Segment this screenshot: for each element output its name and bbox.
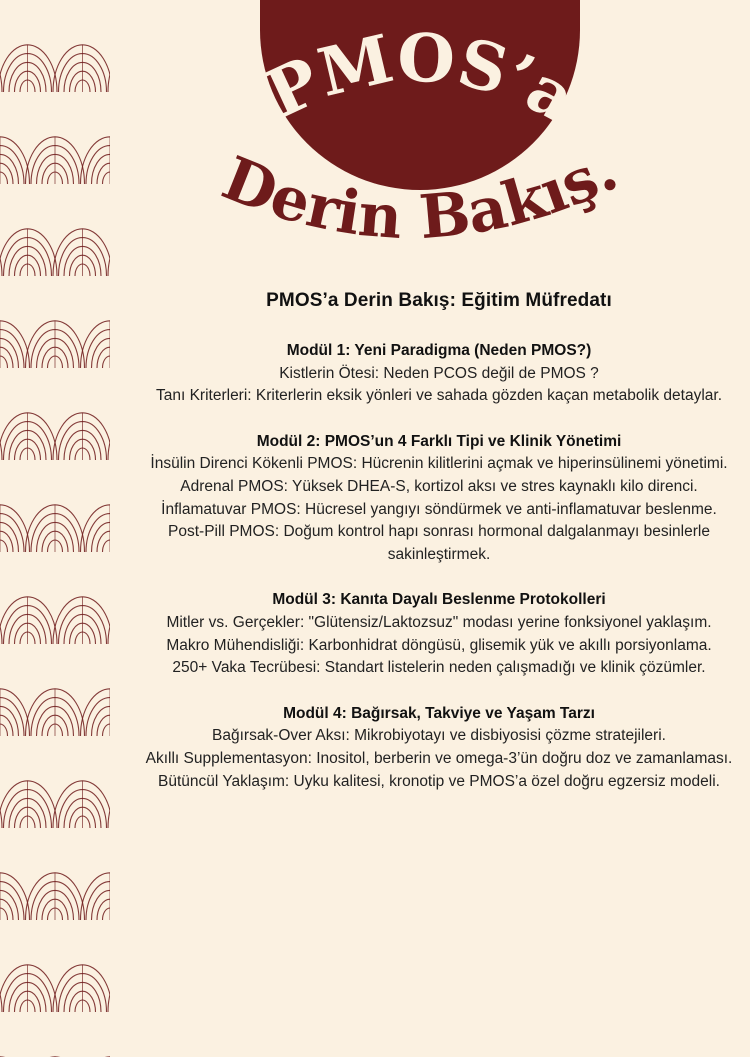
module-2 [128, 431, 750, 567]
module-item: Adrenal PMOS: Yüksek DHEA-S, kortizol aksı ve stres kaynaklı kilo direnci. [180, 477, 698, 495]
header-title-line1: PMOS’a [254, 18, 589, 138]
module-title: Modül 1: Yeni Paradigma (Neden PMOS?) [286, 342, 592, 359]
module-item: Post-Pill PMOS: Doğum kontrol hapı sonrası hormonal dalgalanmayı besinlerle sakinleştirmek. [168, 523, 710, 563]
module-title: Modül 3: Kanıta Dayalı Beslenme Protokolleri [272, 591, 606, 609]
module-item: Kistlerin Ötesi: Neden PCOS değil de PMOS ? [279, 364, 599, 382]
module-item: Bağırsak-Over Aksı: Mikrobiyotayı ve disbiyosisi çözme stratejileri. [212, 727, 666, 745]
decorative-arch-pattern [0, 0, 110, 1057]
module-item: Mitler vs. Gerçekler: "Glütensiz/Laktozsuz" modası yerine fonksiyonel yaklaşım. [166, 613, 712, 631]
document-title: PMOS’a Derin Bakış: Eğitim Müfredatı [266, 290, 612, 311]
module-item: İnsülin Direnci Kökenli PMOS: Hücrenin kilitlerini açmak ve hiperinsülinemi yönetimi. [150, 455, 728, 473]
module-item: Akıllı Supplementasyon: Inositol, berberin ve omega-3’ün doğru doz ve zamanlaması. [145, 749, 733, 767]
module-title: Modül 4: Bağırsak, Takviye ve Yaşam Tarzı [283, 704, 595, 722]
module-3 [128, 589, 750, 679]
module-item: 250+ Vaka Tecrübesi: Standart listelerin neden çalışmadığı ve klinik çözümler. [172, 659, 706, 677]
module-1 [128, 340, 750, 408]
module-item: İnflamatuvar PMOS: Hücresel yangıyı söndürmek ve anti-inflamatuvar beslenme. [161, 500, 717, 518]
header-title-line2: Derin Bakış. [212, 134, 628, 254]
module-item: Makro Mühendisliği: Karbonhidrat döngüsü, glisemik yük ve akıllı porsiyonlama. [166, 636, 712, 654]
header-graphic [180, 0, 650, 290]
module-item: Tanı Kriterleri: Kriterlerin eksik yönleri ve sahada gözden kaçan metabolik detaylar. [155, 387, 723, 405]
module-title: Modül 2: PMOS’un 4 Farklı Tipi ve Klinik Yönetimi [256, 432, 622, 450]
module-4 [128, 703, 750, 793]
curriculum [128, 290, 750, 816]
module-item: Bütüncül Yaklaşım: Uyku kalitesi, kronotip ve PMOS’a özel doğru egzersiz modeli. [158, 772, 720, 790]
